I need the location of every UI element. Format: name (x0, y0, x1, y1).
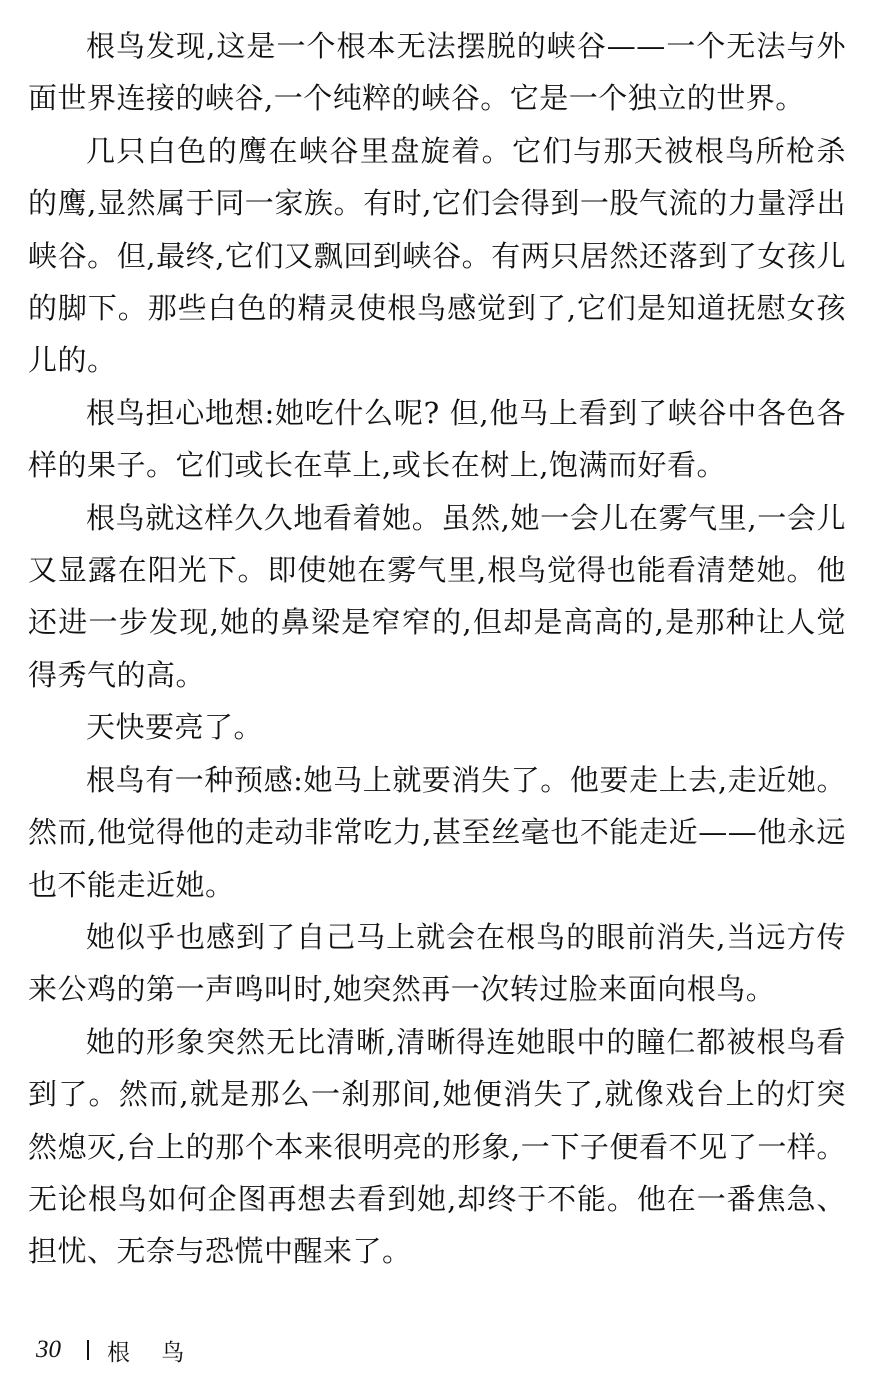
paragraph: 天快要亮了。 (86, 710, 264, 745)
paragraph: 根鸟就这样久久地看着她。虽然,她一会儿在雾气里,一会儿又显露在阳光下。即使她在雾气里,根鸟觉得也能看清楚她。他还进一步发现,她的鼻梁是窄窄的,但却是高高的,是那种让人觉得秀气的高。 (28, 500, 846, 692)
footer-divider (87, 1340, 89, 1360)
paragraph: 几只白色的鹰在峡谷里盘旋着。它们与那天被根鸟所枪杀的鹰,显然属于同一家族。有时,它们会得到一股气流的力量浮出峡谷。但,最终,它们又飘回到峡谷。有两只居然还落到了女孩儿的脚下。那些白色的精灵使根鸟感觉到了,它们是知道抚慰女孩儿的。 (28, 133, 846, 378)
paragraph: 根鸟担心地想:她吃什么呢? 但,他马上看到了峡谷中各色各样的果子。它们或长在草上,或长在树上,饱满而好看。 (28, 395, 846, 483)
page-footer (36, 1332, 196, 1368)
paragraph: 她似乎也感到了自己马上就会在根鸟的眼前消失,当远方传来公鸡的第一声鸣叫时,她突然再一次转过脸来面向根鸟。 (28, 919, 846, 1007)
page-number: 30 (36, 1336, 61, 1363)
paragraph: 根鸟发现,这是一个根本无法摆脱的峡谷——一个无法与外面世界连接的峡谷,一个纯粹的峡谷。它是一个独立的世界。 (28, 29, 846, 116)
book-title: 根 鸟 (107, 1339, 197, 1366)
paragraph: 她的形象突然无比清晰,清晰得连她眼中的瞳仁都被根鸟看到了。然而,就是那么一刹那间,她便消失了,就像戏台上的灯突然熄灭,台上的那个本来很明亮的形象,一下子便看不见了一样。无论根鸟如何企图再想去看到她,却终于不能。他在一番焦急、担忧、无奈与恐慌中醒来了。 (28, 1024, 846, 1269)
paragraph: 根鸟有一种预感:她马上就要消失了。他要走上去,走近她。然而,他觉得他的走动非常吃力,甚至丝毫也不能走近——他永远也不能走近她。 (28, 762, 846, 902)
body-text (28, 20, 846, 1278)
